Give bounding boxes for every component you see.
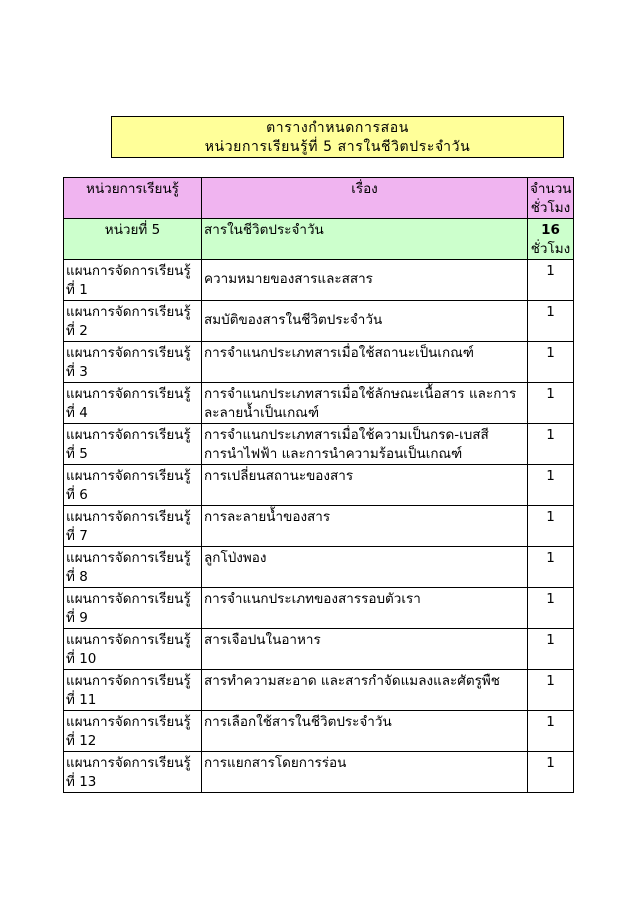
table-row <box>64 752 574 793</box>
hours-cell: 1 <box>528 465 574 506</box>
unit-hours-unit: ชั่วโมง <box>530 241 571 257</box>
plan-cell: แผนการจัดการเรียนรู้ที่ 11 <box>64 670 202 711</box>
plan-cell: แผนการจัดการเรียนรู้ที่ 5 <box>64 424 202 465</box>
plan-cell: แผนการจัดการเรียนรู้ที่ 13 <box>64 752 202 793</box>
table-row <box>64 301 574 342</box>
topic-cell: ลูกโป่งพอง <box>202 547 528 588</box>
hours-cell: 1 <box>528 629 574 670</box>
topic-cell: การจำแนกประเภทสารเมื่อใช้ความเป็นกรด-เบสสี การนำไฟฟ้า และการนำความร้อนเป็นเกณฑ์ <box>202 424 528 465</box>
table-row <box>64 588 574 629</box>
header-unit: หน่วยการเรียนรู้ <box>64 178 202 219</box>
unit-label: หน่วยที่ 5 <box>64 219 202 260</box>
header-topic: เรื่อง <box>202 178 528 219</box>
table-row <box>64 629 574 670</box>
topic-cell: สมบัติของสารในชีวิตประจำวัน <box>202 301 528 342</box>
table-header-row <box>64 178 574 219</box>
plan-cell: แผนการจัดการเรียนรู้ที่ 4 <box>64 383 202 424</box>
hours-cell: 1 <box>528 424 574 465</box>
document-subtitle: หน่วยการเรียนรู้ที่ 5 สารในชีวิตประจำวัน <box>204 139 471 155</box>
document-title: ตารางกำหนดการสอน <box>266 120 409 136</box>
topic-cell: สารเจือปนในอาหาร <box>202 629 528 670</box>
table-row <box>64 260 574 301</box>
schedule-table <box>63 177 574 793</box>
table-row <box>64 506 574 547</box>
topic-cell: การจำแนกประเภทของสารรอบตัวเรา <box>202 588 528 629</box>
unit-hours <box>528 219 574 260</box>
table-row <box>64 342 574 383</box>
hours-cell: 1 <box>528 342 574 383</box>
plan-cell: แผนการจัดการเรียนรู้ที่ 1 <box>64 260 202 301</box>
hours-cell: 1 <box>528 301 574 342</box>
table-row <box>64 383 574 424</box>
hours-cell: 1 <box>528 383 574 424</box>
unit-row <box>64 219 574 260</box>
topic-cell: การละลายน้ำของสาร <box>202 506 528 547</box>
table-row <box>64 465 574 506</box>
plan-cell: แผนการจัดการเรียนรู้ที่ 3 <box>64 342 202 383</box>
hours-cell: 1 <box>528 506 574 547</box>
hours-cell: 1 <box>528 711 574 752</box>
table-row <box>64 711 574 752</box>
unit-hours-number: 16 <box>541 222 560 238</box>
hours-cell: 1 <box>528 752 574 793</box>
plan-cell: แผนการจัดการเรียนรู้ที่ 10 <box>64 629 202 670</box>
topic-cell: การเลือกใช้สารในชีวิตประจำวัน <box>202 711 528 752</box>
unit-topic: สารในชีวิตประจำวัน <box>202 219 528 260</box>
topic-cell: สารทำความสะอาด และสารกำจัดแมลงและศัตรูพืช <box>202 670 528 711</box>
plan-cell: แผนการจัดการเรียนรู้ที่ 8 <box>64 547 202 588</box>
hours-cell: 1 <box>528 588 574 629</box>
table-body <box>64 219 574 793</box>
plan-cell: แผนการจัดการเรียนรู้ที่ 2 <box>64 301 202 342</box>
topic-cell: การเปลี่ยนสถานะของสาร <box>202 465 528 506</box>
plan-cell: แผนการจัดการเรียนรู้ที่ 6 <box>64 465 202 506</box>
hours-cell: 1 <box>528 260 574 301</box>
plan-cell: แผนการจัดการเรียนรู้ที่ 12 <box>64 711 202 752</box>
table-row <box>64 670 574 711</box>
table-row <box>64 547 574 588</box>
plan-cell: แผนการจัดการเรียนรู้ที่ 7 <box>64 506 202 547</box>
topic-cell: การจำแนกประเภทสารเมื่อใช้สถานะเป็นเกณฑ์ <box>202 342 528 383</box>
hours-cell: 1 <box>528 670 574 711</box>
header-hours: จำนวนชั่วโมง <box>528 178 574 219</box>
table-row <box>64 424 574 465</box>
topic-cell: ความหมายของสารและสสาร <box>202 260 528 301</box>
title-box <box>111 116 564 158</box>
topic-cell: การจำแนกประเภทสารเมื่อใช้ลักษณะเนื้อสาร และการละลายน้ำเป็นเกณฑ์ <box>202 383 528 424</box>
hours-cell: 1 <box>528 547 574 588</box>
topic-cell: การแยกสารโดยการร่อน <box>202 752 528 793</box>
plan-cell: แผนการจัดการเรียนรู้ที่ 9 <box>64 588 202 629</box>
